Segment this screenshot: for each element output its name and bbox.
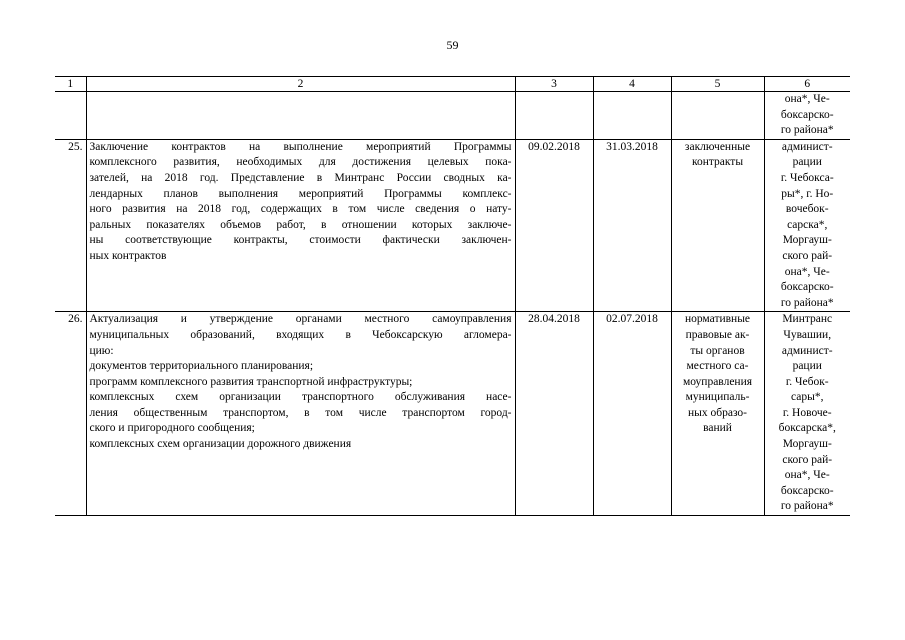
description-line: Актуализация и утверждение органами местного самоуправления [89,313,512,326]
table-row [55,312,850,516]
column-header: 1 [55,77,86,92]
description-line: ного развития на 2018 год, содержащих в том числе сведения о нату- [89,203,512,216]
responsible-line: боксарско- [780,281,834,294]
cell-responsible [764,92,850,140]
description-line: муниципальных образований, входящих в Чебоксарскую агломера- [89,328,512,341]
column-header: 3 [515,77,593,92]
continuation-row [55,92,850,140]
responsible-line: г. Новоче- [782,406,832,419]
result-line: ваний [703,422,732,435]
result-line: моуправления [682,375,753,388]
table-header-row [55,77,850,92]
responsible-line: Моргауш- [782,438,832,451]
result-line: нормативные [684,313,751,326]
description-line: комплексных схем организации дорожного движения [89,438,352,451]
responsible-line: Чувашии, [783,328,832,341]
column-header: 4 [593,77,671,92]
description-line: ского и пригородного сообщения; [89,422,255,435]
cell-result [671,312,764,516]
page-number: 59 [446,38,459,52]
plan-table [55,76,850,516]
cell-description [86,92,515,140]
cell-start: 09.02.2018 [515,139,593,312]
cell-result [671,139,764,312]
responsible-line: г. Чебок- [785,375,829,388]
responsible-line: го района* [780,296,834,309]
responsible-line: боксарска*, [778,422,836,435]
responsible-line: сары*, [791,391,824,404]
cell-start [515,92,593,140]
description-line: Заключение контрактов на выполнение мероприятий Программы [89,140,512,153]
responsible-line: го района* [780,500,834,513]
result-line: муниципаль- [685,391,750,404]
cell-end: 31.03.2018 [593,139,671,312]
cell-responsible [764,139,850,312]
cell-num: 25. [55,139,86,312]
description-line: документов территориального планирования; [89,360,314,373]
result-line: местного са- [686,360,749,373]
responsible-line: боксарско- [780,108,834,121]
description-line: ральных показателях объемов работ, в отношении которых заключе- [89,218,512,231]
description-line: ны соответствующие контракты, стоимости фактически заключен- [89,234,512,247]
responsible-line: Минтранс [782,313,833,326]
description-line: ных контрактов [89,249,167,262]
responsible-line: рации [792,156,822,169]
responsible-line: ры*, г. Но- [781,187,834,200]
description-line: цию: [89,344,114,357]
cell-end [593,92,671,140]
responsible-line: Моргауш- [782,234,832,247]
column-header: 6 [764,77,850,92]
cell-description [86,139,515,312]
cell-result [671,92,764,140]
result-line: ты органов [690,344,745,357]
responsible-line: админист- [781,344,833,357]
responsible-line: рации [792,360,822,373]
cell-start: 28.04.2018 [515,312,593,516]
result-line: заключенные [684,140,751,153]
cell-num: 26. [55,312,86,516]
description-line: комплексного развития, необходимых для достижения целевых пока- [89,156,512,169]
cell-end: 02.07.2018 [593,312,671,516]
cell-num [55,92,86,140]
result-line: контракты [691,156,744,169]
result-line: правовые ак- [685,328,750,341]
responsible-line: вочебок- [785,203,829,216]
responsible-line: ского рай- [782,453,833,466]
responsible-line: она*, Че- [784,265,830,278]
description-line: программ комплексного развития транспортной инфраструктуры; [89,375,413,388]
responsible-line: она*, Че- [784,93,830,105]
responsible-line: сарска*, [787,218,828,231]
column-header: 2 [86,77,515,92]
result-line: ных образо- [687,406,748,419]
responsible-line: ского рай- [782,249,833,262]
description-line: лендарных планов выполнения мероприятий Программы комплекс- [89,187,512,200]
cell-responsible [764,312,850,516]
description-line: ления общественным транспортом, в том числе транспортом город- [89,406,512,419]
responsible-line: она*, Че- [784,469,830,482]
responsible-line: боксарско- [780,484,834,497]
responsible-line: г. Чебокса- [780,171,834,184]
description-line: зателей, на 2018 год. Представление в Минтранс России сводных ка- [89,171,512,184]
responsible-line: го района* [780,124,834,137]
cell-description [86,312,515,516]
table-row [55,139,850,312]
description-line: комплексных схем организации транспортного обслуживания насе- [89,391,512,404]
column-header: 5 [671,77,764,92]
responsible-line: админист- [781,140,833,153]
